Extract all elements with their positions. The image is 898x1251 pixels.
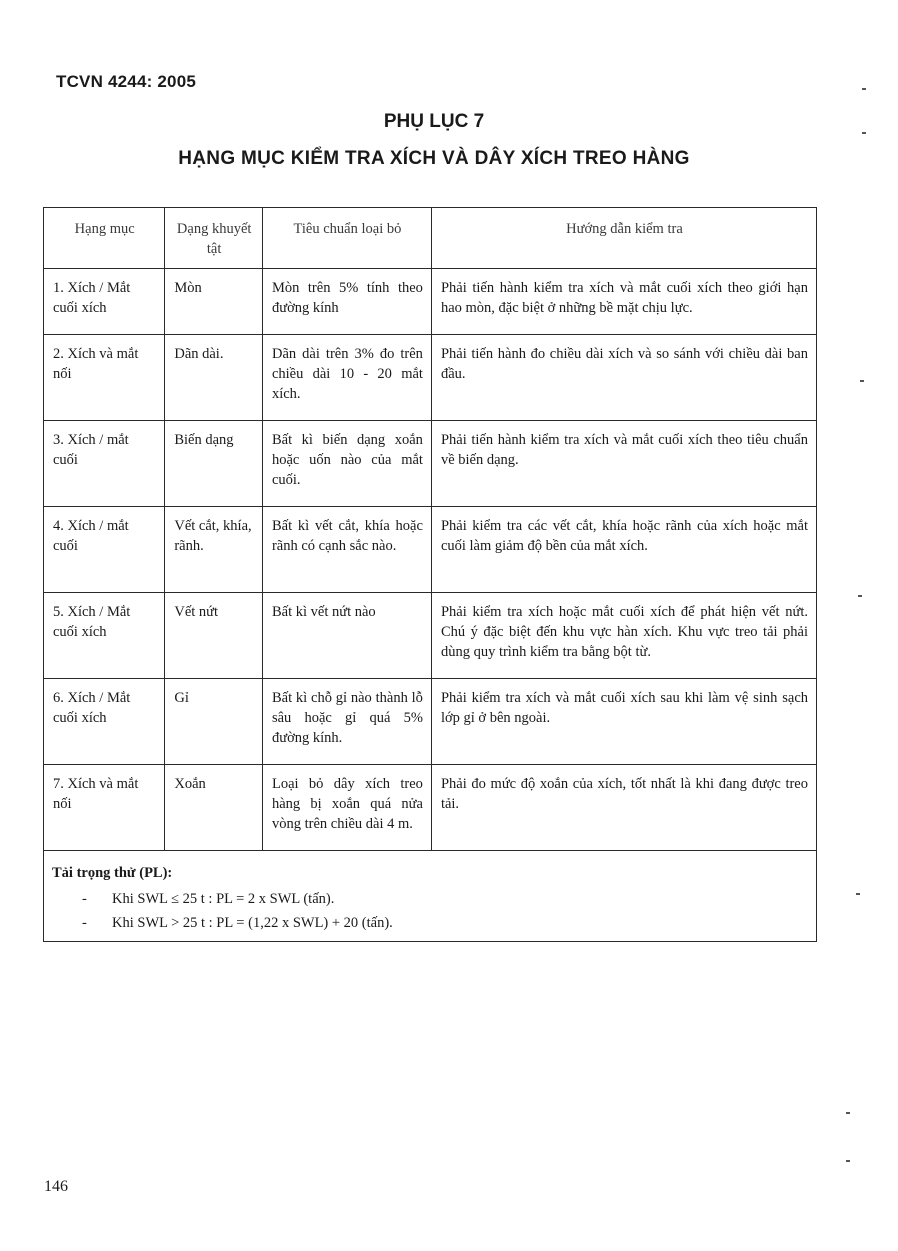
header-guidance: Hướng dẫn kiểm tra	[431, 208, 816, 269]
scan-speck	[846, 1112, 850, 1114]
table-header-row	[44, 208, 817, 269]
header-defect: Dạng khuyết tật	[165, 208, 263, 269]
page-title: HẠNG MỤC KIỂM TRA XÍCH VÀ DÂY XÍCH TREO HÀNG	[178, 148, 690, 169]
test-load-text: Khi SWL ≤ 25 t : PL = 2 x SWL (tấn).	[112, 891, 335, 907]
test-load-title: Tải trọng thử (PL):	[52, 865, 173, 881]
cell-item: 7. Xích và mắt nối	[44, 765, 165, 851]
cell-criterion: Bất kì chỗ gỉ nào thành lỗ sâu hoặc gỉ quá 5% đường kính.	[262, 679, 431, 765]
header-criterion: Tiêu chuẩn loại bỏ	[262, 208, 431, 269]
cell-defect: Vết cắt, khía, rãnh.	[165, 507, 263, 593]
cell-item: 1. Xích / Mắt cuối xích	[44, 269, 165, 335]
cell-item: 5. Xích / Mắt cuối xích	[44, 593, 165, 679]
cell-defect: Vết nứt	[165, 593, 263, 679]
cell-item: 3. Xích / mắt cuối	[44, 421, 165, 507]
cell-item: 6. Xích / Mắt cuối xích	[44, 679, 165, 765]
bullet-dash: -	[82, 915, 87, 931]
cell-guidance: Phải tiến hành đo chiều dài xích và so sánh với chiều dài ban đầu.	[431, 335, 816, 421]
cell-criterion: Dãn dài trên 3% đo trên chiều dài 10 - 20 mắt xích.	[262, 335, 431, 421]
scan-speck	[856, 893, 860, 895]
cell-guidance: Phải tiến hành kiểm tra xích và mắt cuối xích theo tiêu chuẩn về biến dạng.	[431, 421, 816, 507]
cell-defect: Biến dạng	[165, 421, 263, 507]
test-load-text: Khi SWL > 25 t : PL = (1,22 x SWL) + 20 (tấn).	[112, 915, 393, 931]
test-load-item	[52, 889, 808, 909]
table-row	[44, 507, 817, 593]
cell-defect: Mòn	[165, 269, 263, 335]
table-row	[44, 421, 817, 507]
standard-code: TCVN 4244: 2005	[56, 72, 197, 91]
page-number: 146	[44, 1178, 68, 1195]
scan-speck	[858, 595, 862, 597]
cell-guidance: Phải kiểm tra các vết cắt, khía hoặc rãnh của xích hoặc mắt cuối làm giảm độ bền của mắt xích.	[431, 507, 816, 593]
scan-speck	[862, 88, 866, 90]
table-row	[44, 765, 817, 851]
cell-criterion: Bất kì vết cắt, khía hoặc rãnh có cạnh sắc nào.	[262, 507, 431, 593]
cell-defect: Xoắn	[165, 765, 263, 851]
cell-criterion: Mòn trên 5% tính theo đường kính	[262, 269, 431, 335]
table-footer-row	[44, 851, 817, 942]
test-load-note	[44, 851, 817, 942]
scan-speck	[862, 132, 866, 134]
cell-defect: Dãn dài.	[165, 335, 263, 421]
table-row	[44, 679, 817, 765]
inspection-table	[43, 207, 817, 942]
table-row	[44, 335, 817, 421]
header-item: Hạng mục	[44, 208, 165, 269]
cell-defect: Gỉ	[165, 679, 263, 765]
scan-speck	[846, 1160, 850, 1162]
table-row	[44, 269, 817, 335]
appendix-heading: PHỤ LỤC 7	[383, 111, 485, 132]
cell-criterion: Loại bỏ dây xích treo hàng bị xoắn quá nửa vòng trên chiều dài 4 m.	[262, 765, 431, 851]
test-load-item	[52, 913, 808, 933]
cell-guidance: Phải đo mức độ xoắn của xích, tốt nhất là khi đang được treo tải.	[431, 765, 816, 851]
cell-item: 4. Xích / mắt cuối	[44, 507, 165, 593]
cell-guidance: Phải tiến hành kiểm tra xích và mắt cuối xích theo giới hạn hao mòn, đặc biệt ở những bề mặt chịu lực.	[431, 269, 816, 335]
bullet-dash: -	[82, 891, 87, 907]
cell-criterion: Bất kì vết nứt nào	[262, 593, 431, 679]
cell-guidance: Phải kiểm tra xích và mắt cuối xích sau khi làm vệ sinh sạch lớp gỉ ở bên ngoài.	[431, 679, 816, 765]
cell-guidance: Phải kiểm tra xích hoặc mắt cuối xích để phát hiện vết nứt. Chú ý đặc biệt đến khu vực hàn xích. Khu vực treo tải phải dùng quy trình kiểm tra bằng bột từ.	[431, 593, 816, 679]
table-row	[44, 593, 817, 679]
cell-item: 2. Xích và mắt nối	[44, 335, 165, 421]
cell-criterion: Bất kì biến dạng xoắn hoặc uốn nào của mắt cuối.	[262, 421, 431, 507]
scan-speck	[860, 380, 864, 382]
